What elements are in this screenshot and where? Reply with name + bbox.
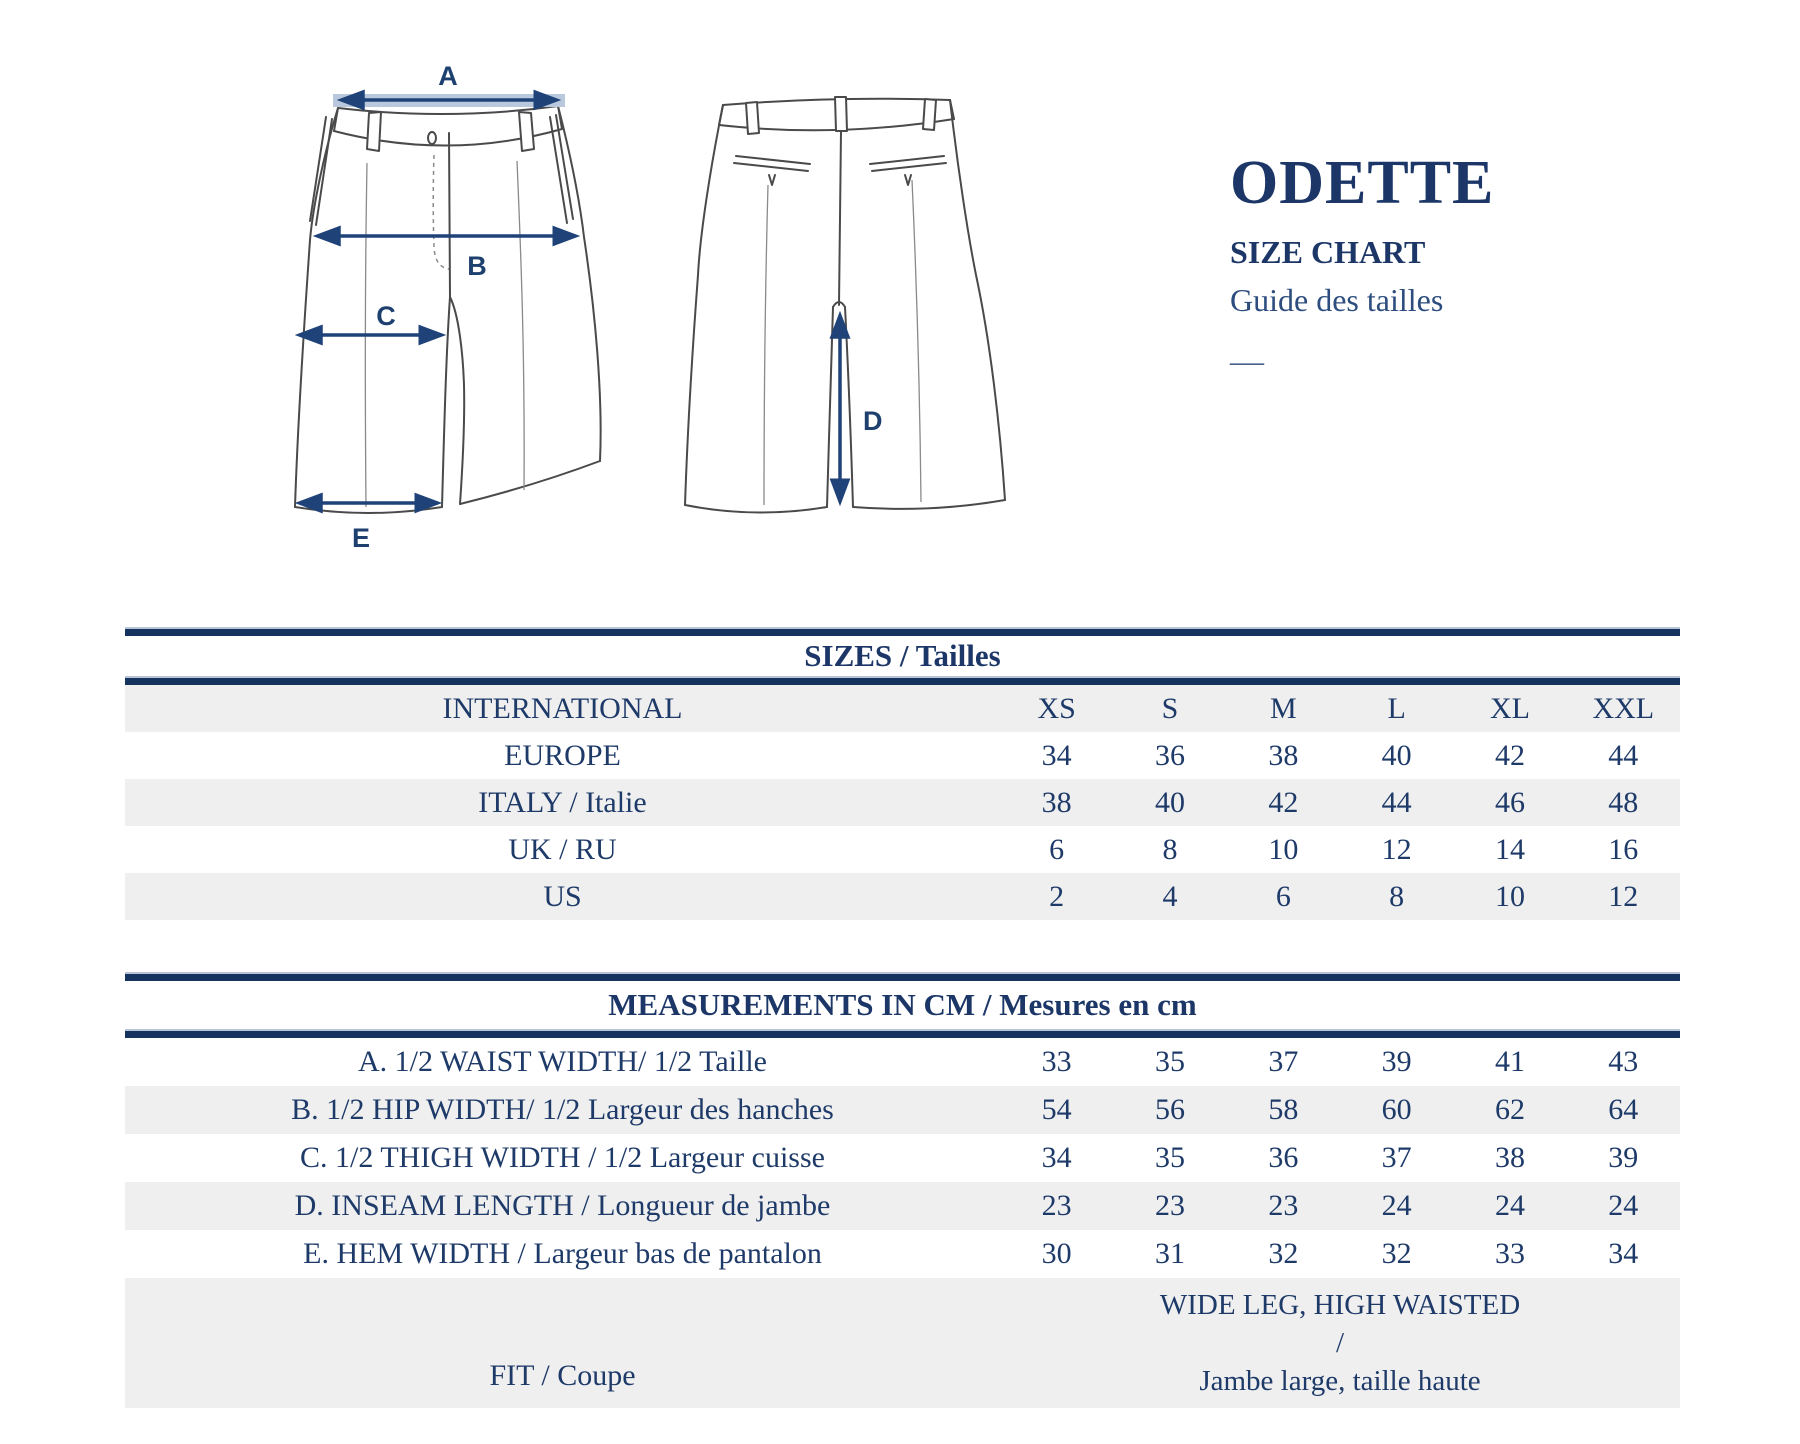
sizes-table-header: SIZES / Tailles [804,638,1001,673]
size-cell: S [1161,692,1179,725]
measure-cell: 35 [1154,1141,1185,1174]
table-row-fit [125,1278,1680,1408]
measure-cell: 30 [1041,1237,1072,1270]
measure-cell: 38 [1494,1141,1525,1174]
measure-label-b: B [467,251,487,281]
row-label: E. HEM WIDTH / Largeur bas de pantalon [303,1237,822,1270]
size-cell: 8 [1162,833,1178,866]
table-row-hem [125,1230,1680,1278]
size-cell: 46 [1494,786,1525,819]
measure-cell: 58 [1268,1093,1299,1126]
table-row-inseam [125,1182,1680,1230]
sizes-table-header-border [125,676,1680,685]
size-cell: 40 [1381,739,1412,772]
measure-cell: 24 [1494,1189,1525,1222]
table-row-europe [125,732,1680,779]
table-row-us [125,873,1680,920]
shorts-back-sketch [680,75,1010,535]
size-cell: L [1387,692,1406,725]
measure-cell: 56 [1154,1093,1185,1126]
measurements-table-top-border [125,972,1680,981]
row-label: B. 1/2 HIP WIDTH/ 1/2 Largeur des hanches [291,1093,834,1126]
measure-cell: 33 [1041,1045,1072,1078]
size-cell: 38 [1041,786,1072,819]
size-cell: 10 [1494,880,1525,913]
size-cell: 16 [1608,833,1639,866]
size-cell: 14 [1494,833,1525,866]
row-label: C. 1/2 THIGH WIDTH / 1/2 Largeur cuisse [300,1141,825,1174]
measure-cell: 33 [1494,1237,1525,1270]
shorts-front-sketch [253,55,633,555]
size-cell: XXL [1592,692,1655,725]
size-cell: 6 [1049,833,1065,866]
sizes-table-top-border [125,627,1680,636]
size-cell: 12 [1608,880,1639,913]
size-cell: XS [1037,692,1076,725]
measure-cell: 37 [1381,1141,1412,1174]
measure-cell: 37 [1268,1045,1299,1078]
measure-cell: 64 [1608,1093,1639,1126]
size-cell: 34 [1041,739,1072,772]
size-cell: 44 [1381,786,1412,819]
measure-label-a: A [438,61,458,91]
measure-cell: 34 [1041,1141,1072,1174]
fit-line-separator: / [1335,1327,1345,1359]
title-block [1230,148,1494,380]
size-cell: 48 [1608,786,1639,819]
measure-cell: 23 [1041,1189,1072,1222]
size-cell: 40 [1154,786,1185,819]
measure-cell: 32 [1381,1237,1412,1270]
row-label: EUROPE [504,739,621,772]
size-cell: 38 [1268,739,1299,772]
measure-label-e: E [351,523,371,553]
measure-cell: 54 [1041,1093,1072,1126]
table-row-thigh [125,1134,1680,1182]
measure-cell: 23 [1154,1189,1185,1222]
size-cell: XL [1489,692,1530,725]
product-name: ODETTE [1230,149,1495,217]
measure-cell: 39 [1608,1141,1639,1174]
measure-cell: 36 [1268,1141,1299,1174]
measure-cell: 24 [1608,1189,1639,1222]
measure-cell: 32 [1268,1237,1299,1270]
row-label: FIT / Coupe [489,1359,636,1392]
measure-cell: 39 [1381,1045,1412,1078]
table-row-italy [125,779,1680,826]
row-label: INTERNATIONAL [442,692,683,725]
size-cell: 10 [1268,833,1299,866]
size-cell: 42 [1494,739,1525,772]
size-cell: 12 [1381,833,1412,866]
size-cell: 44 [1608,739,1639,772]
row-label: UK / RU [508,833,617,866]
measure-label-d: D [863,406,883,436]
measure-cell: 23 [1268,1189,1299,1222]
chart-title: SIZE CHART [1230,234,1426,270]
table-row-hip [125,1086,1680,1134]
measurements-table-header: MEASUREMENTS IN CM / Mesures en cm [608,987,1197,1022]
size-cell: M [1269,692,1297,725]
fit-value [1000,1278,1680,1408]
table-row-waist [125,1038,1680,1086]
table-row-uk [125,826,1680,873]
size-cell: 8 [1389,880,1405,913]
table-row-international [125,685,1680,732]
size-cell: 4 [1162,880,1178,913]
measure-cell: 34 [1608,1237,1639,1270]
measure-cell: 31 [1154,1237,1185,1270]
tables-area [125,627,1680,1408]
measure-cell: 62 [1494,1093,1525,1126]
measure-label-c: C [376,301,396,331]
measure-cell: 60 [1381,1093,1412,1126]
row-label: A. 1/2 WAIST WIDTH/ 1/2 Taille [358,1045,767,1078]
size-cell: 36 [1154,739,1185,772]
measure-cell: 24 [1381,1189,1412,1222]
size-cell: 2 [1049,880,1065,913]
measure-cell: 35 [1154,1045,1185,1078]
fit-line-en: WIDE LEG, HIGH WAISTED [1159,1289,1521,1321]
size-cell: 6 [1275,880,1291,913]
measure-cell: 43 [1608,1045,1639,1078]
table-gap [125,920,1680,972]
measurements-table-header-border [125,1029,1680,1038]
row-label: ITALY / Italie [478,786,647,819]
chart-subtitle: Guide des tailles [1230,282,1444,318]
fit-line-fr: Jambe large, taille haute [1199,1365,1481,1397]
size-cell: 42 [1268,786,1299,819]
measure-cell: 41 [1494,1045,1525,1078]
row-label: D. INSEAM LENGTH / Longueur de jambe [294,1189,831,1222]
title-dash: — [1230,343,1264,380]
row-label: US [543,880,582,913]
